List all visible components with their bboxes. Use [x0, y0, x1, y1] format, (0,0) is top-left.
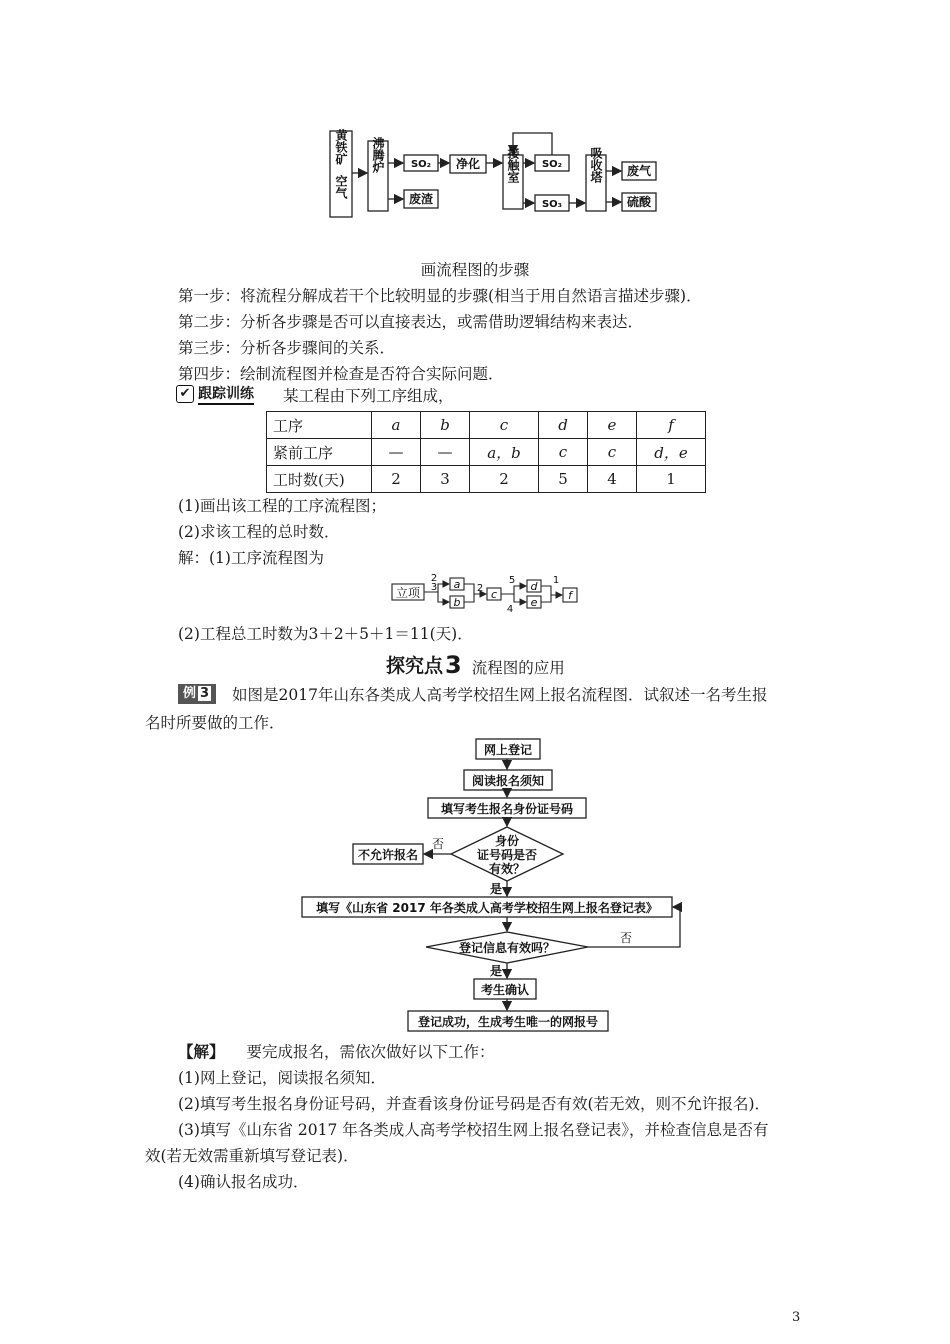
question-2: (2)求该工程的总时数．: [178, 523, 340, 541]
example-line-1: 如图是2017年山东各类成人高考学校招生网上报名流程图．试叙述一名考生报: [232, 686, 768, 704]
registration-flowchart: [296, 736, 688, 1032]
example-line-2: 名时所要做的工作．: [145, 714, 285, 732]
table-cell: c: [588, 439, 637, 466]
node-a: a: [453, 578, 461, 591]
weight-e: 4: [506, 604, 514, 614]
weight-d: 5: [508, 575, 516, 586]
answer-1: 解：(1)工序流程图为: [178, 549, 324, 567]
example-tag-label: 例: [182, 686, 196, 701]
table-cell: 2: [372, 466, 421, 493]
example-tag: [178, 684, 216, 704]
sulfuric-acid-flowchart: [320, 125, 660, 225]
label-absorber: 吸收塔: [589, 147, 603, 183]
label-waste-gas: 废气: [626, 164, 652, 178]
table-cell: —: [372, 439, 421, 466]
table-cell: 1: [637, 466, 706, 493]
label-so2-first: SO₂: [410, 159, 432, 170]
practice-tag: [176, 384, 254, 404]
practice-intro: 某工程由下列工序组成，: [283, 387, 454, 405]
process-flowchart: [390, 572, 600, 614]
node-fill-form: 填写《山东省 2017 年各类成人高考学校招生网上报名登记表》: [316, 901, 658, 915]
solution-2: (2)填写考生报名身份证号码，并查看该身份证号码是否有效(若无效，则不允许报名)．: [178, 1095, 771, 1113]
solution-3b: 效(若无效需重新填写登记表)．: [145, 1147, 359, 1165]
table-cell: a，b: [470, 439, 539, 466]
label-no-2: 否: [619, 931, 633, 945]
table-cell: 2: [470, 466, 539, 493]
node-success: 登记成功，生成考生唯一的网报号: [417, 1015, 599, 1029]
node-d: d: [530, 580, 538, 593]
node-c: c: [490, 588, 498, 601]
label-acid: 硫酸: [626, 195, 652, 209]
node-fill-id: 填写考生报名身份证号码: [440, 802, 574, 816]
solution-4: (4)确认报名成功．: [178, 1173, 309, 1191]
example-tag-number: 3: [199, 686, 210, 701]
table-cell: c: [470, 412, 539, 439]
label-raw-2: 空气: [334, 175, 348, 199]
label-raw-1: 黄铁矿: [334, 129, 348, 165]
practice-tag-label: 跟踪训练: [198, 383, 254, 405]
label-furnace: 沸腾炉: [371, 137, 385, 173]
weight-b: 3: [430, 582, 438, 593]
table-cell: d: [539, 412, 588, 439]
weight-f: 1: [552, 575, 560, 586]
work-table: [266, 411, 706, 493]
node-confirm: 考生确认: [480, 983, 530, 997]
section-heading: [386, 648, 565, 678]
table-cell: 3: [421, 466, 470, 493]
section-title: 探究点: [386, 655, 444, 677]
table-cell: a: [372, 412, 421, 439]
node-start: 立项: [395, 586, 421, 600]
table-cell: d，e: [637, 439, 706, 466]
solution-intro: 要完成报名，需依次做好以下工作：: [246, 1043, 495, 1061]
table-row: [267, 439, 706, 466]
step-4: 第四步：绘制流程图并检查是否符合实际问题．: [178, 365, 504, 383]
table-cell: 紧前工序: [267, 439, 372, 466]
page-number: 3: [792, 1310, 801, 1325]
decision-id-line-1: 身份: [494, 834, 520, 848]
decision-info-valid: 登记信息有效吗？: [458, 941, 556, 955]
table-row: [267, 466, 706, 493]
table-cell: c: [539, 439, 588, 466]
question-1: (1)画出该工程的工序流程图；: [178, 497, 386, 515]
label-slag: 废渣: [408, 192, 434, 206]
node-online-register: 网上登记: [483, 743, 533, 757]
label-so3: SO₃: [541, 199, 563, 210]
label-yes-1: 是: [489, 882, 503, 896]
section-subtitle: 流程图的应用: [471, 659, 565, 677]
solution-tag: 【解】: [178, 1042, 225, 1061]
table-cell: 4: [588, 466, 637, 493]
solution-3a: (3)填写《山东省 2017 年各类成人高考学校招生网上报名登记表》，并检查信息是否有: [178, 1121, 769, 1139]
node-not-allowed: 不允许报名: [357, 848, 419, 862]
label-so2-second: SO₂: [541, 159, 563, 170]
weight-c: 2: [476, 583, 484, 594]
label-yes-2: 是: [489, 964, 503, 978]
weight-a: 2: [430, 573, 438, 584]
table-cell: —: [421, 439, 470, 466]
steps-title: 画流程图的步骤: [420, 261, 530, 279]
step-2: 第二步：分析各步骤是否可以直接表达，或需借助逻辑结构来表达．: [178, 313, 644, 331]
table-cell: b: [421, 412, 470, 439]
node-e: e: [530, 596, 538, 609]
step-1: 第一步：将流程分解成若干个比较明显的步骤(相当于用自然语言描述步骤)．: [178, 287, 702, 305]
label-contact: 接触室: [506, 147, 520, 183]
node-f: f: [568, 589, 572, 602]
check-icon: ✔: [176, 385, 194, 403]
answer-2: (2)工程总工时数为3＋2＋5＋1＝11(天)．: [178, 625, 473, 643]
node-b: b: [453, 596, 461, 609]
solution-intro-line: [178, 1042, 495, 1062]
section-number: 3: [445, 651, 462, 679]
table-row: [267, 412, 706, 439]
table-cell: f: [637, 412, 706, 439]
solution-1: (1)网上登记，阅读报名须知．: [178, 1069, 386, 1087]
label-purify: 净化: [455, 157, 481, 171]
step-3: 第三步：分析各步骤间的关系．: [178, 339, 396, 357]
table-cell: 5: [539, 466, 588, 493]
decision-id-line-2: 证号码是否: [476, 848, 538, 862]
table-cell: e: [588, 412, 637, 439]
table-cell: 工序: [267, 412, 372, 439]
decision-id-line-3: 有效？: [488, 862, 526, 876]
table-cell: 工时数(天): [267, 466, 372, 493]
label-no-1: 否: [431, 837, 445, 851]
node-read-notice: 阅读报名须知: [471, 774, 545, 788]
